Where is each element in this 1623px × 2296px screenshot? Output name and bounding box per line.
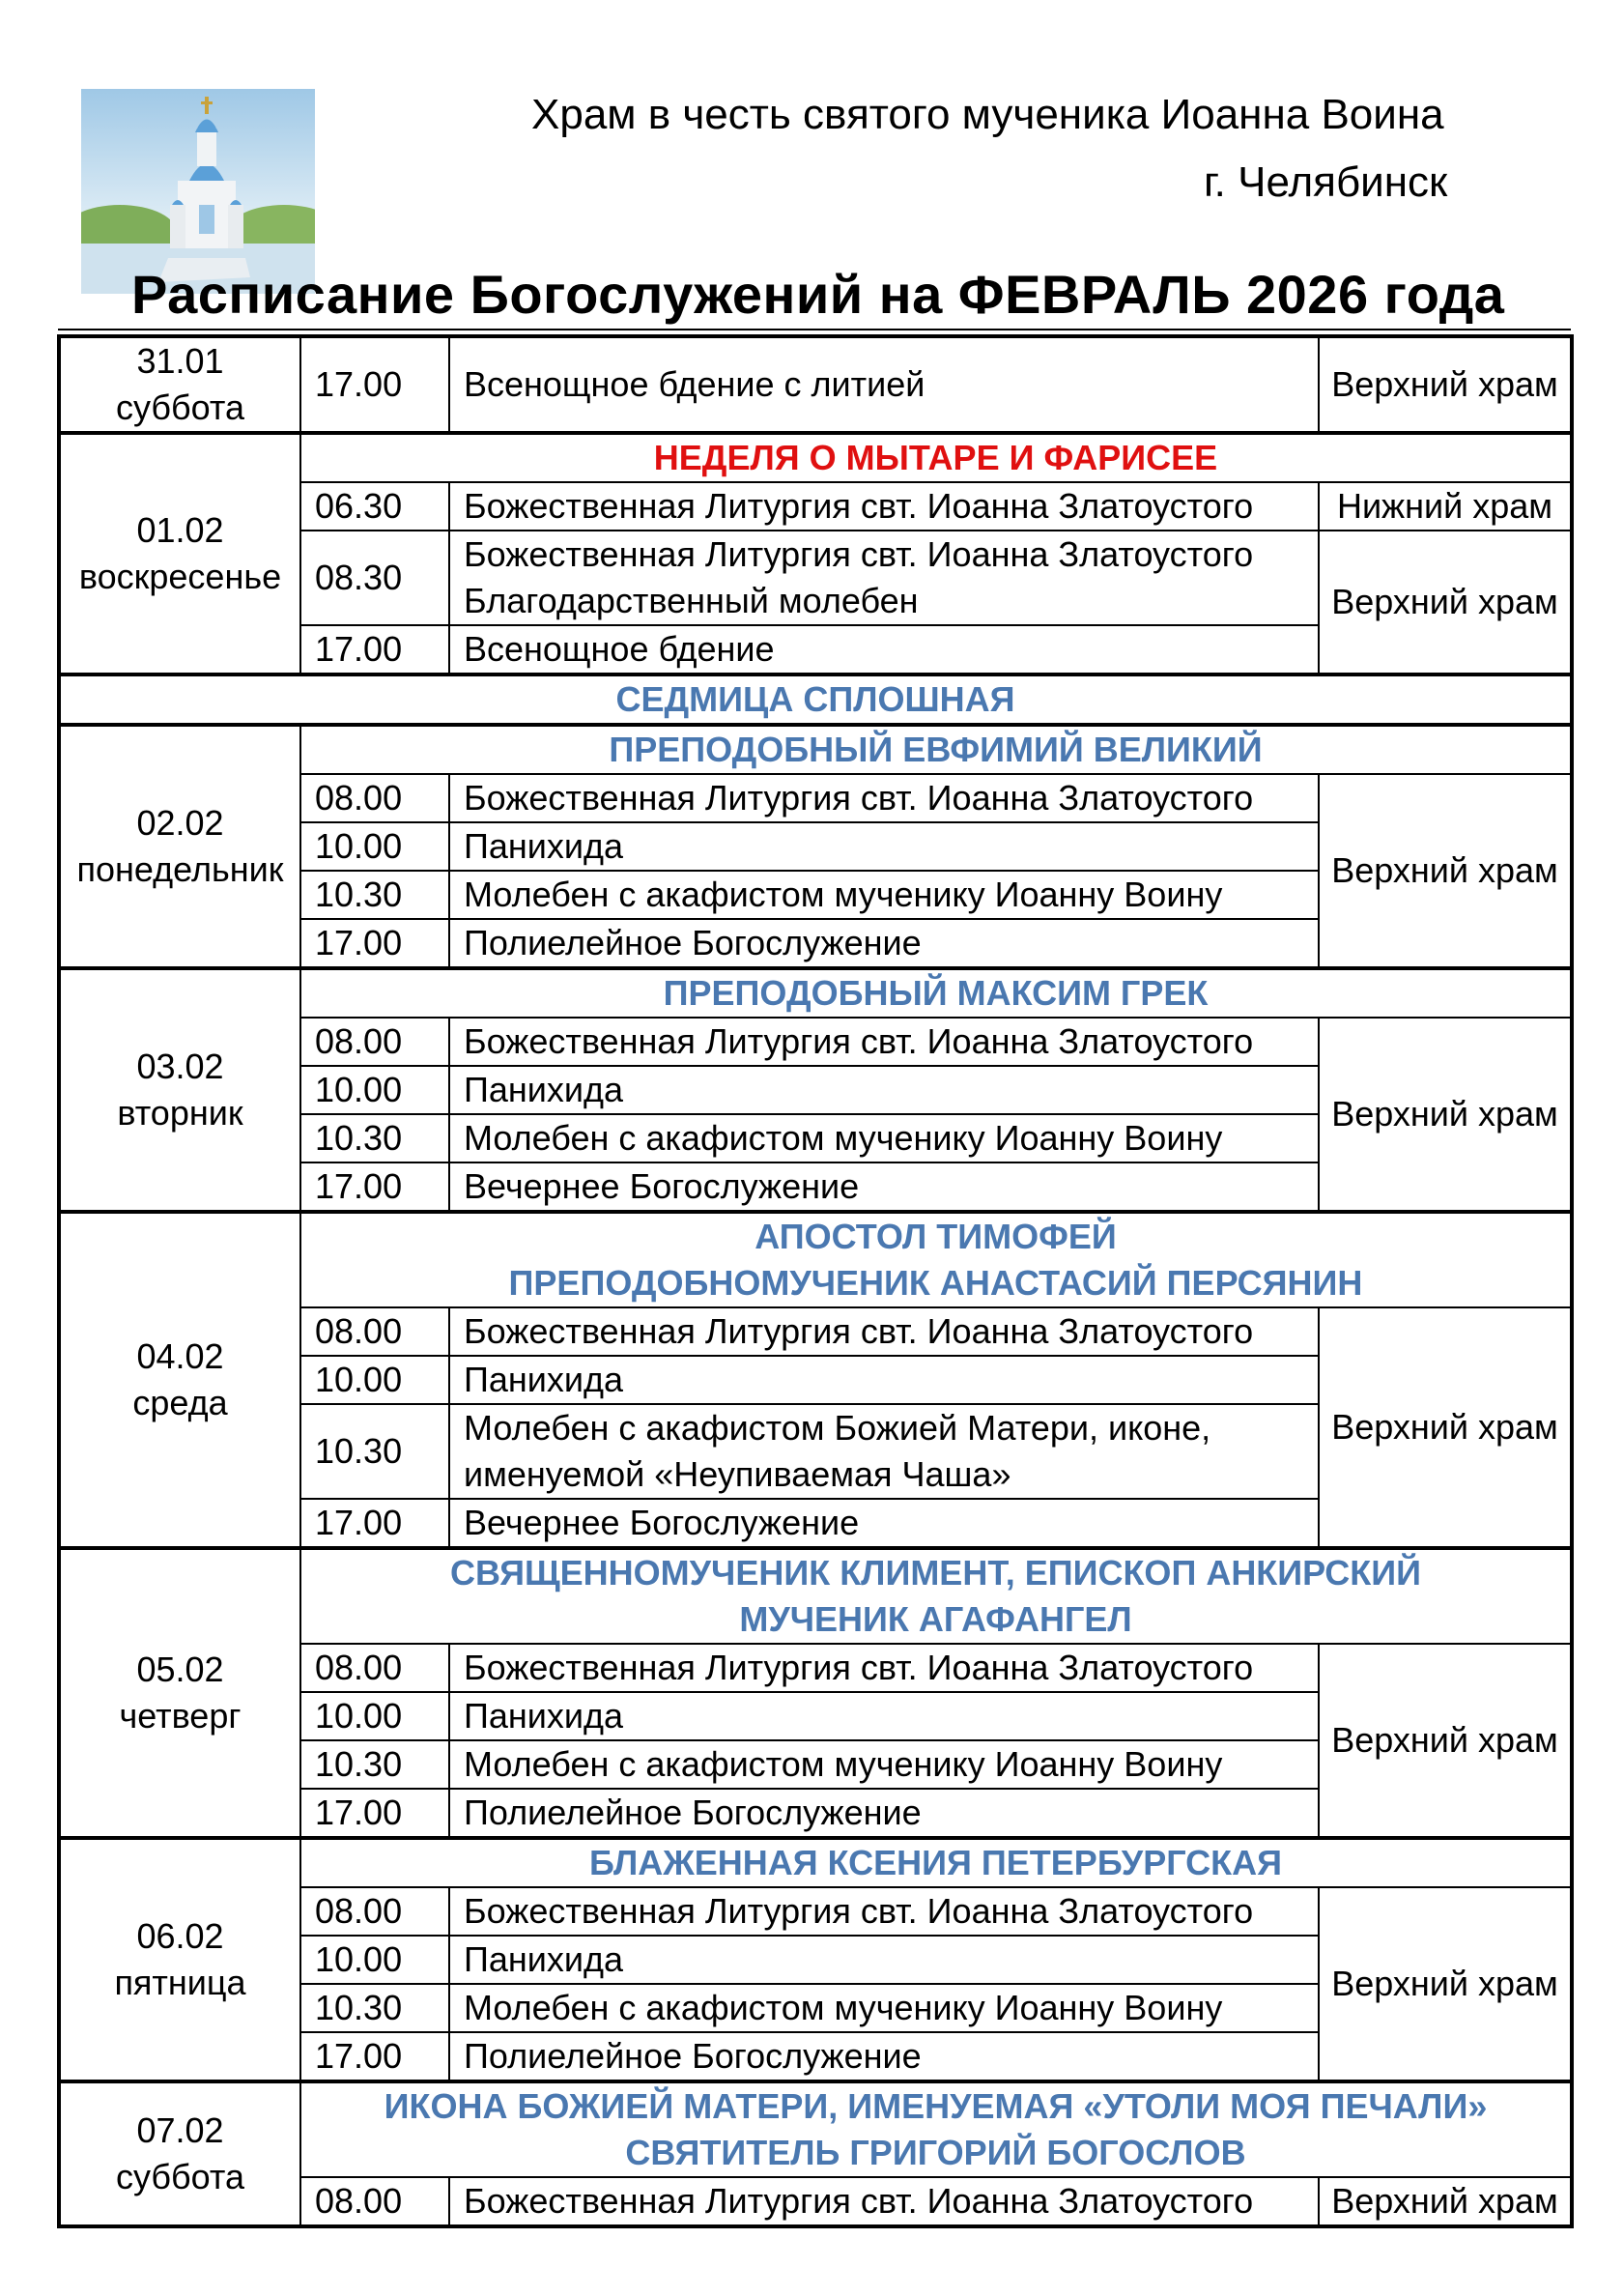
date-cell: 07.02 суббота — [59, 2081, 300, 2226]
time-cell: 08.00 — [300, 1887, 449, 1936]
feast-title: НЕДЕЛЯ О МЫТАРЕ И ФАРИСЕЕ — [300, 433, 1572, 482]
table-row — [59, 433, 1572, 482]
service-cell: Панихида — [449, 1356, 1319, 1404]
table-row — [59, 725, 1572, 774]
service-cell: Вечернее Богослужение — [449, 1162, 1319, 1212]
service-cell: Божественная Литургия свт. Иоанна Златоустого — [449, 1307, 1319, 1356]
service-cell: Молебен с акафистом мученику Иоанну Воину — [449, 1984, 1319, 2032]
time-cell: 08.00 — [300, 1307, 449, 1356]
feast-title: ПРЕПОДОБНЫЙ ЕВФИМИЙ ВЕЛИКИЙ — [300, 725, 1572, 774]
table-row — [59, 1838, 1572, 1887]
service-cell: Панихида — [449, 1936, 1319, 1984]
place-cell: Верхний храм — [1319, 774, 1572, 968]
place-cell: Верхний храм — [1319, 2177, 1572, 2226]
time-cell: 10.30 — [300, 1404, 449, 1499]
time-cell: 08.00 — [300, 774, 449, 822]
table-row — [59, 2081, 1572, 2177]
service-cell: Молебен с акафистом мученику Иоанну Воину — [449, 1740, 1319, 1789]
service-cell: Вечернее Богослужение — [449, 1499, 1319, 1548]
service-cell: Панихида — [449, 1066, 1319, 1114]
page-title: Расписание Богослужений на ФЕВРАЛЬ 2026 года — [131, 264, 1505, 325]
time-cell: 08.00 — [300, 2177, 449, 2226]
service-cell: Божественная Литургия свт. Иоанна Златоустого — [449, 482, 1319, 531]
feast-title: ПРЕПОДОБНЫЙ МАКСИМ ГРЕК — [300, 968, 1572, 1018]
time-cell: 10.30 — [300, 1114, 449, 1162]
time-cell: 10.00 — [300, 822, 449, 871]
time-cell: 17.00 — [300, 336, 449, 433]
time-cell: 10.00 — [300, 1936, 449, 1984]
feast-title: ИКОНА БОЖИЕЙ МАТЕРИ, ИМЕНУЕМАЯ «УТОЛИ МОЯ ПЕЧАЛИ» СВЯТИТЕЛЬ ГРИГОРИЙ БОГОСЛОВ — [300, 2081, 1572, 2177]
date-cell: 06.02 пятница — [59, 1838, 300, 2081]
table-row — [59, 336, 1572, 433]
time-cell: 10.30 — [300, 1740, 449, 1789]
service-cell: Молебен с акафистом Божией Матери, иконе, именуемой «Неупиваемая Чаша» — [449, 1404, 1319, 1499]
date-cell: 02.02 понедельник — [59, 725, 300, 968]
time-cell: 17.00 — [300, 2032, 449, 2081]
city-name: г. Челябинск — [1204, 158, 1448, 206]
service-cell: Панихида — [449, 1692, 1319, 1740]
place-cell: Верхний храм — [1319, 1018, 1572, 1212]
time-cell: 17.00 — [300, 1162, 449, 1212]
service-cell: Молебен с акафистом мученику Иоанну Воину — [449, 871, 1319, 919]
service-cell: Полиелейное Богослужение — [449, 919, 1319, 968]
feast-title: БЛАЖЕННАЯ КСЕНИЯ ПЕТЕРБУРГСКАЯ — [300, 1838, 1572, 1887]
church-name: Храм в честь святого мученика Иоанна Воина — [531, 91, 1444, 138]
table-row — [59, 968, 1572, 1018]
schedule-table — [57, 334, 1574, 2228]
time-cell: 17.00 — [300, 625, 449, 674]
date-cell: 05.02 четверг — [59, 1548, 300, 1838]
place-cell: Нижний храм — [1319, 482, 1572, 531]
date-cell: 01.02 воскресенье — [59, 433, 300, 674]
place-cell: Верхний храм — [1319, 336, 1572, 433]
time-cell: 17.00 — [300, 1499, 449, 1548]
time-cell: 10.00 — [300, 1356, 449, 1404]
service-cell: Божественная Литургия свт. Иоанна Златоустого — [449, 2177, 1319, 2226]
title-divider — [58, 329, 1571, 330]
service-cell: Панихида — [449, 822, 1319, 871]
table-row — [59, 674, 1572, 725]
time-cell: 10.00 — [300, 1692, 449, 1740]
service-cell: Божественная Литургия свт. Иоанна Златоустого — [449, 774, 1319, 822]
place-cell: Верхний храм — [1319, 1887, 1572, 2081]
table-row — [59, 1212, 1572, 1307]
service-cell: Божественная Литургия свт. Иоанна Златоустого — [449, 1887, 1319, 1936]
service-cell: Божественная Литургия свт. Иоанна Златоустого — [449, 1644, 1319, 1692]
time-cell: 17.00 — [300, 919, 449, 968]
time-cell: 10.30 — [300, 871, 449, 919]
time-cell: 17.00 — [300, 1789, 449, 1838]
place-cell: Верхний храм — [1319, 531, 1572, 674]
service-cell: Полиелейное Богослужение — [449, 1789, 1319, 1838]
week-title: СЕДМИЦА СПЛОШНАЯ — [59, 674, 1572, 725]
date-cell: 31.01 суббота — [59, 336, 300, 433]
place-cell: Верхний храм — [1319, 1644, 1572, 1838]
place-cell: Верхний храм — [1319, 1307, 1572, 1548]
service-cell: Божественная Литургия свт. Иоанна Златоустого — [449, 1018, 1319, 1066]
service-cell: Божественная Литургия свт. Иоанна Златоустого Благодарственный молебен — [449, 531, 1319, 625]
time-cell: 06.30 — [300, 482, 449, 531]
feast-title: СВЯЩЕННОМУЧЕНИК КЛИМЕНТ, ЕПИСКОП АНКИРСКИЙ МУЧЕНИК АГАФАНГЕЛ — [300, 1548, 1572, 1644]
time-cell: 08.00 — [300, 1018, 449, 1066]
date-cell: 04.02 среда — [59, 1212, 300, 1548]
service-cell: Всенощное бдение с литией — [449, 336, 1319, 433]
service-cell: Всенощное бдение — [449, 625, 1319, 674]
table-row — [59, 1548, 1572, 1644]
date-cell: 03.02 вторник — [59, 968, 300, 1212]
feast-title: АПОСТОЛ ТИМОФЕЙ ПРЕПОДОБНОМУЧЕНИК АНАСТАСИЙ ПЕРСЯНИН — [300, 1212, 1572, 1307]
service-cell: Полиелейное Богослужение — [449, 2032, 1319, 2081]
time-cell: 08.30 — [300, 531, 449, 625]
time-cell: 10.00 — [300, 1066, 449, 1114]
service-cell: Молебен с акафистом мученику Иоанну Воину — [449, 1114, 1319, 1162]
time-cell: 08.00 — [300, 1644, 449, 1692]
time-cell: 10.30 — [300, 1984, 449, 2032]
